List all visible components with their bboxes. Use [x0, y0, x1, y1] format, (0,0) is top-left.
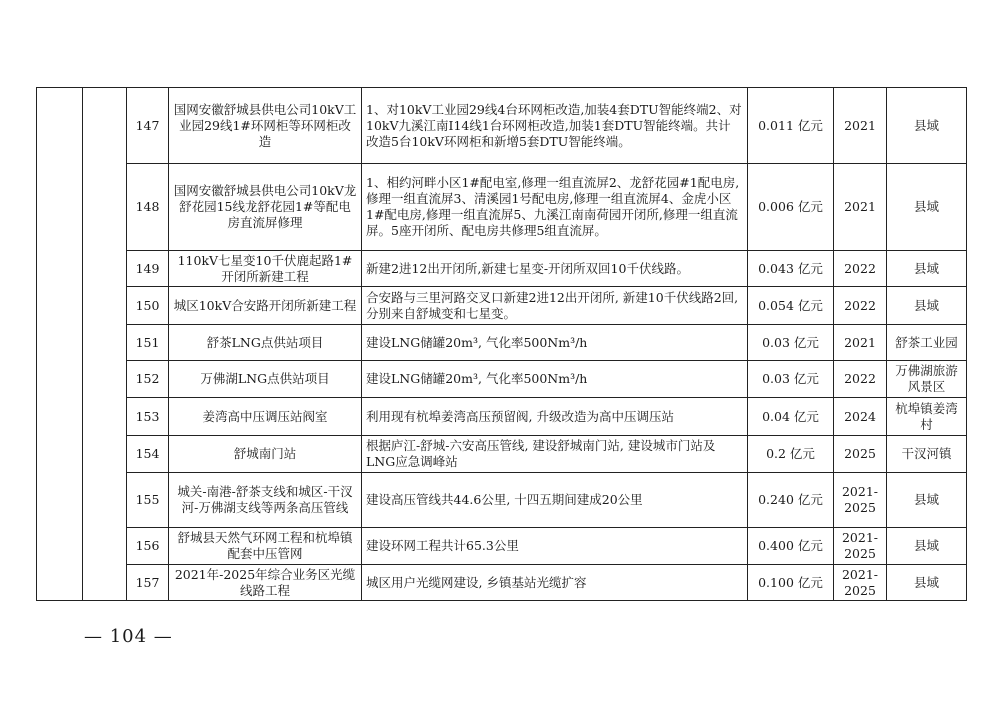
location-cell: 县域 — [887, 565, 967, 601]
investment-cell: 0.03 亿元 — [748, 361, 834, 398]
table-row — [37, 88, 967, 164]
row-number-cell: 153 — [127, 398, 169, 436]
year-cell: 2021-2025 — [834, 528, 887, 565]
project-name-cell: 国网安徽舒城县供电公司10kV龙舒花园15线龙舒花园1#等配电房直流屏修理 — [169, 164, 362, 251]
project-content-cell: 合安路与三里河路交叉口新建2进12出开闭所, 新建10千伏线路2回, 分别来自舒城变和七星变。 — [362, 287, 748, 325]
project-content-cell: 根据庐江-舒城-六安高压管线, 建设舒城南门站, 建设城市门站及LNG应急调峰站 — [362, 436, 748, 473]
location-cell: 县域 — [887, 88, 967, 164]
investment-cell: 0.054 亿元 — [748, 287, 834, 325]
year-cell: 2021 — [834, 325, 887, 361]
year-cell: 2022 — [834, 287, 887, 325]
project-name-cell: 舒城县天然气环网工程和杭埠镇配套中压管网 — [169, 528, 362, 565]
project-name-cell: 国网安徽舒城县供电公司10kV工业园29线1#环网柜等环网柜改造 — [169, 88, 362, 164]
location-cell: 县域 — [887, 164, 967, 251]
row-number-cell: 152 — [127, 361, 169, 398]
year-cell: 2022 — [834, 361, 887, 398]
project-content-cell: 建设LNG储罐20m³, 气化率500Nm³/h — [362, 325, 748, 361]
investment-cell: 0.240 亿元 — [748, 473, 834, 528]
table-row — [37, 287, 967, 325]
row-number-cell: 149 — [127, 251, 169, 287]
investment-cell: 0.2 亿元 — [748, 436, 834, 473]
location-cell: 杭埠镇姜湾村 — [887, 398, 967, 436]
row-number-cell: 157 — [127, 565, 169, 601]
year-cell: 2022 — [834, 251, 887, 287]
project-content-cell: 1、对10kV工业园29线4台环网柜改造,加装4套DTU智能终端2、对10kV九溪江南Ⅰ14线1台环网柜改造,加装1套DTU智能终端。共计改造5台10kV环网柜和新增5套DTU智能终端。 — [362, 88, 748, 164]
project-name-cell: 姜湾高中压调压站阀室 — [169, 398, 362, 436]
year-cell: 2024 — [834, 398, 887, 436]
investment-cell: 0.04 亿元 — [748, 398, 834, 436]
location-cell: 县域 — [887, 528, 967, 565]
project-content-cell: 新建2进12出开闭所,新建七星变-开闭所双回10千伏线路。 — [362, 251, 748, 287]
project-name-cell: 城关-南港-舒茶支线和城区-干汊河-万佛湖支线等两条高压管线 — [169, 473, 362, 528]
investment-cell: 0.043 亿元 — [748, 251, 834, 287]
location-cell: 舒茶工业园 — [887, 325, 967, 361]
project-name-cell: 舒城南门站 — [169, 436, 362, 473]
investment-cell: 0.011 亿元 — [748, 88, 834, 164]
row-number-cell: 156 — [127, 528, 169, 565]
location-cell: 县域 — [887, 251, 967, 287]
location-cell: 县域 — [887, 473, 967, 528]
table-row — [37, 565, 967, 601]
project-name-cell: 万佛湖LNG点供站项目 — [169, 361, 362, 398]
year-cell: 2021 — [834, 164, 887, 251]
blank-column-a — [37, 88, 83, 601]
table-row — [37, 164, 967, 251]
project-content-cell: 利用现有杭埠姜湾高压预留阀, 升级改造为高中压调压站 — [362, 398, 748, 436]
investment-cell: 0.03 亿元 — [748, 325, 834, 361]
location-cell: 万佛湖旅游风景区 — [887, 361, 967, 398]
blank-column-b — [83, 88, 127, 601]
table-row — [37, 528, 967, 565]
project-name-cell: 2021年-2025年综合业务区光缆线路工程 — [169, 565, 362, 601]
project-content-cell: 城区用户光缆网建设, 乡镇基站光缆扩容 — [362, 565, 748, 601]
table-row — [37, 436, 967, 473]
row-number-cell: 151 — [127, 325, 169, 361]
project-name-cell: 城区10kV合安路开闭所新建工程 — [169, 287, 362, 325]
year-cell: 2021-2025 — [834, 565, 887, 601]
project-content-cell: 建设LNG储罐20m³, 气化率500Nm³/h — [362, 361, 748, 398]
row-number-cell: 148 — [127, 164, 169, 251]
row-number-cell: 155 — [127, 473, 169, 528]
table-row — [37, 361, 967, 398]
investment-cell: 0.006 亿元 — [748, 164, 834, 251]
year-cell: 2021-2025 — [834, 473, 887, 528]
table-row — [37, 251, 967, 287]
table-row — [37, 398, 967, 436]
project-name-cell: 舒茶LNG点供站项目 — [169, 325, 362, 361]
table-row — [37, 473, 967, 528]
year-cell: 2021 — [834, 88, 887, 164]
page-number: — 104 — — [84, 626, 173, 647]
project-content-cell: 建设环网工程共计65.3公里 — [362, 528, 748, 565]
project-content-cell: 建设高压管线共44.6公里, 十四五期间建成20公里 — [362, 473, 748, 528]
investment-cell: 0.400 亿元 — [748, 528, 834, 565]
row-number-cell: 154 — [127, 436, 169, 473]
project-table — [36, 87, 967, 601]
location-cell: 干汊河镇 — [887, 436, 967, 473]
project-name-cell: 110kV七星变10千伏鹿起路1#开闭所新建工程 — [169, 251, 362, 287]
row-number-cell: 147 — [127, 88, 169, 164]
location-cell: 县域 — [887, 287, 967, 325]
year-cell: 2025 — [834, 436, 887, 473]
project-content-cell: 1、相约河畔小区1#配电室,修理一组直流屏2、龙舒花园#1配电房,修理一组直流屏3、清溪园1号配电房,修理一组直流屏4、金虎小区1#配电房,修理一组直流屏5、九溪江南南荷园开闭所,修理一组直流屏。5座开闭所、配电房共修理5组直流屏。 — [362, 164, 748, 251]
table-row — [37, 325, 967, 361]
investment-cell: 0.100 亿元 — [748, 565, 834, 601]
row-number-cell: 150 — [127, 287, 169, 325]
